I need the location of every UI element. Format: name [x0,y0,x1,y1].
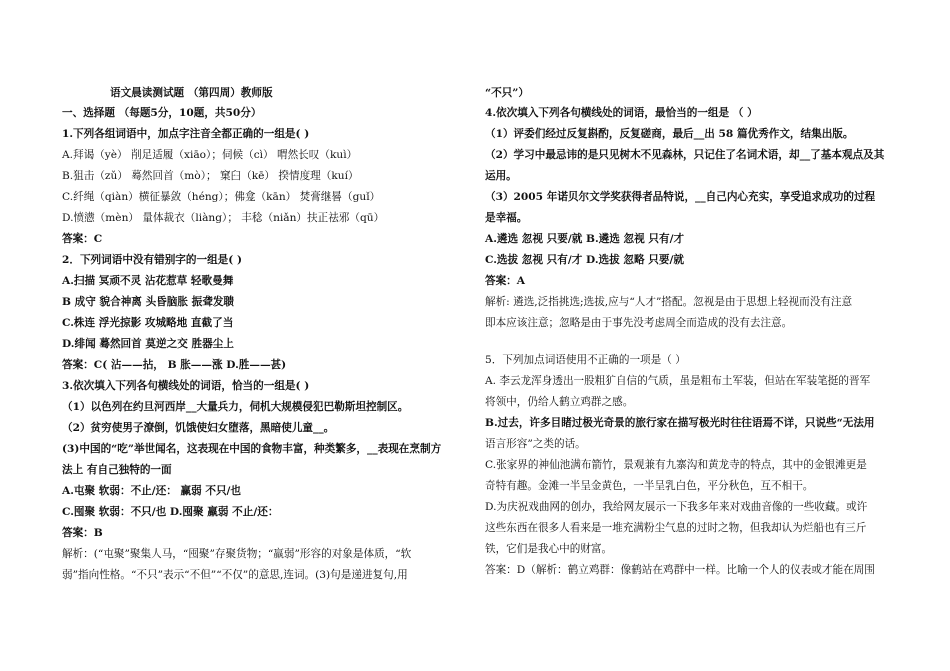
question-2-answer: 答案：C( 沾——拈， B 胀——涨 D.胜——甚) [62,359,287,371]
question-3-item-3: (3)中国的“吃”举世闻名，这表现在中国的食物丰富，种类繁多，__表现在烹制方 [62,443,442,455]
question-4-options-cd: C.选拔 忽视 只有/才 D.选拔 忽略 只要/就 [485,254,684,266]
question-5-answer: 答案：D（解析：鹤立鸡群：像鹤站在鸡群中一样。比喻一个人的仪表或才能在周围 [485,564,875,576]
question-5-option-b: B.过去，许多目睹过极光奇景的旅行家在描写极光时往往语焉不详，只说些“无法用 [485,417,875,429]
question-3-options-ab: A.屯聚 软弱：不止/还： 赢弱 不只/也 [62,485,242,497]
section-heading: 一、选择题 （每题5分，10题，共50分） [62,107,262,119]
question-3-item-1: （1）以色列在约旦河西岸__大量兵力，伺机大规模侵犯巴勒斯坦控制区。 [62,401,409,413]
question-2-option-c: C.株连 浮光掠影 攻城略地 直截了当 [62,317,234,329]
question-1-option-a: A.拜谒（yè） 削足适履（xiāo）；伺候（cì） 喟然长叹（kuì） [62,149,358,161]
question-1-option-c: C.纤绳（qiàn）横征暴敛（héng）；佛龛（kān） 焚膏继晷（guǐ） [62,191,381,203]
question-3-options-cd: C.囤聚 软弱：不只/也 D.囤聚 羸弱 不止/还： [62,506,279,518]
question-5-option-c-cont: 奇特有趣。金滩一半呈金黄色，一半呈乳白色，平分秋色，互不相干。 [485,480,814,492]
question-4-item-2-cont: 运用。 [485,170,517,182]
question-4-item-1: （1）评委们经过反复斟酌，反复磋商，最后__出 58 篇优秀作文，结集出版。 [485,128,854,140]
question-3-analysis-cont: 弱”指向性格。“不只”表示“不但”“不仅”的意思,连词。(3)句是递进复句,用 [62,569,408,581]
question-4-analysis-cont: 即本应该注意；忽略是由于事先没考虑周全而造成的没有去注意。 [485,317,793,329]
question-1-option-b: B.狙击（zǔ） 蓦然回首（mò）； 窠臼（kē） 揆情度理（kuí） [62,170,359,182]
question-4-item-2: （2）学习中最忌讳的是只见树木不见森林，只记住了名词术语，却__了基本观点及其 [485,149,885,161]
question-5-option-b-cont: 语言形容”之类的话。 [485,438,586,450]
question-1-option-d: D.愤懑（mèn） 量体裁衣（liàng）； 丰稔（niǎn）扶正祛邪（qū） [62,212,385,224]
question-1: 1.下列各组词语中，加点字注音全都正确的一组是( ) [62,128,310,140]
question-5-option-a-cont: 将领中，仍给人鹤立鸡群之感。 [485,396,634,408]
question-3: 3.依次填入下列各句横线处的词语，恰当的一组是( ) [62,380,310,392]
question-5-option-d: D.为庆祝戏曲网的创办，我给网友展示一下我多年来对戏曲音像的一些收藏。或许 [485,501,868,513]
question-3-analysis-end: “不只”） [485,87,529,99]
question-4: 4.依次填入下列各句横线处的词语，最恰当的一组是 （ ） [485,107,758,119]
question-3-item-2: （2）贫穷使男子潦倒，饥饿使妇女堕落，黑暗使儿童__。 [62,422,335,434]
question-5-option-c: C.张家界的神仙池满布箭竹，景观兼有九寨沟和黄龙寺的特点，其中的金银滩更是 [485,459,867,471]
question-1-answer: 答案：C [62,233,103,245]
question-2: 2．下列词语中没有错别字的一组是( ) [62,254,242,266]
question-2-option-a: A.扫描 冥顽不灵 沾花惹草 轻歌曼舞 [62,275,234,287]
question-5-option-a: A. 李云龙浑身透出一股粗犷自信的气质，虽是粗布土军装，但站在军装笔挺的晋军 [485,375,871,387]
question-3-answer: 答案：B [62,527,103,539]
question-5-option-d-end: 铁，它们是我心中的财富。 [485,543,613,555]
question-5-option-d-cont: 这些东西在很多人看来是一堆充满粉尘气息的过时之物，但我却认为烂船也有三斤 [485,522,867,534]
question-2-option-b: B 成守 貌合神离 头昏脑胀 振聋发聩 [62,296,235,308]
question-3-analysis: 解析：(“屯聚”聚集人马，“囤聚”存聚货物；“羸弱”形容的对象是体质，“软 [62,548,412,560]
question-2-option-d: D.绯闻 蓦然回首 莫逆之交 胜器尘上 [62,338,234,350]
question-4-options-ab: A.遴选 忽视 只要/就 B.遴选 忽视 只有/才 [485,233,685,245]
document-title: 语文晨读测试题 （第四周）教师版 [110,87,273,99]
question-4-analysis: 解析: 遴选,泛指挑选;选拔,应与“人才”搭配。忽视是由于思想上轻视而没有注意 [485,296,853,308]
question-4-item-3: （3）2005 年诺贝尔文学奖获得者品特说，__自己内心充实，享受追求成功的过程 [485,191,876,203]
question-4-answer: 答案：A [485,275,526,287]
question-4-item-3-cont: 是幸福。 [485,212,528,224]
question-5: 5．下列加点词语使用不正确的一项是（ ） [485,354,686,366]
question-3-item-3-cont: 法上 有自己独特的一面 [62,464,172,476]
